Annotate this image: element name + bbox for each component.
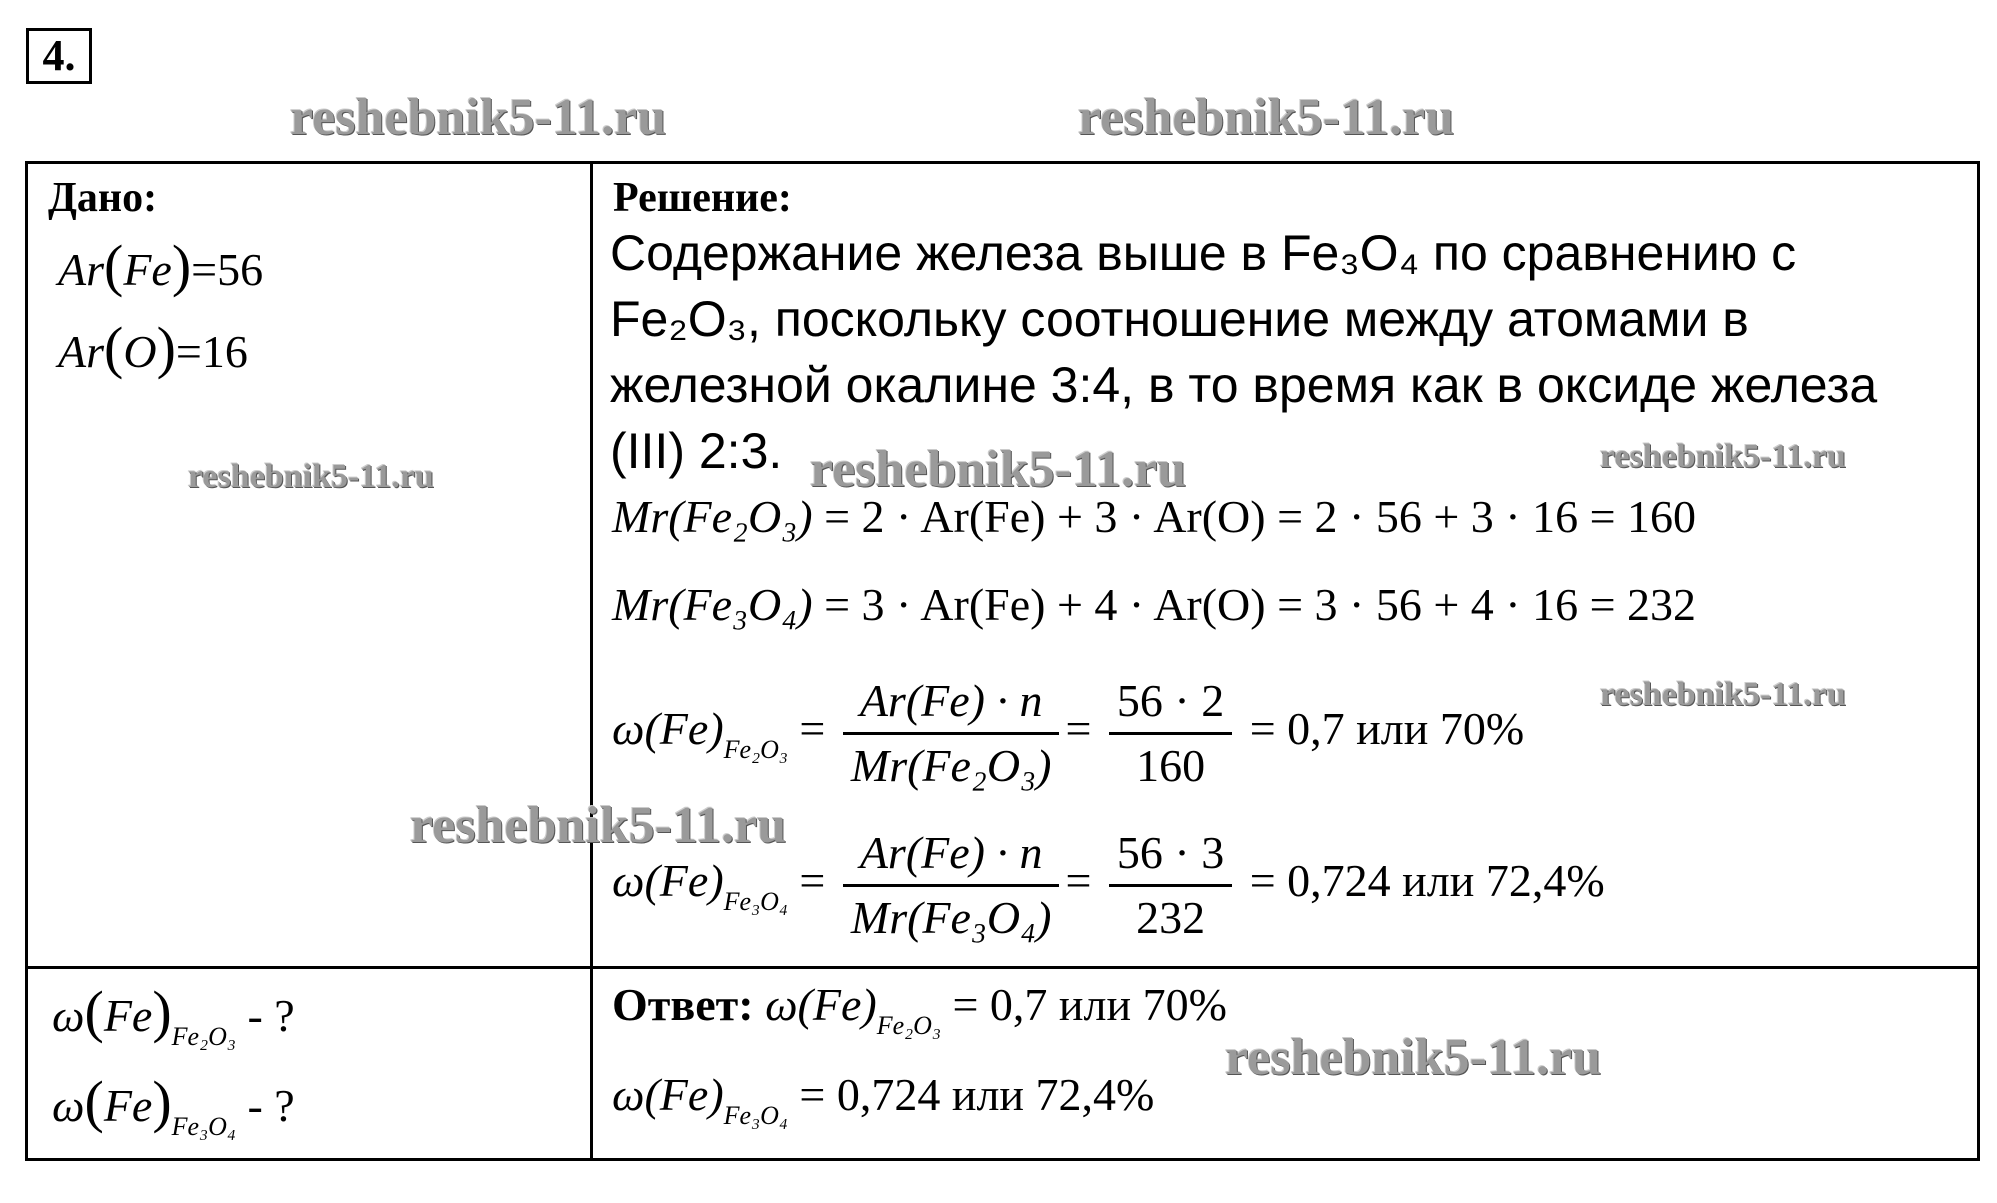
watermark: reshebnik5-11.ru bbox=[290, 89, 667, 146]
watermark: reshebnik5-11.ru bbox=[1600, 676, 1846, 713]
solution-paragraph: Содержание железа выше в Fe₃O₄ по сравнению с Fe₂O₃, поскольку соотношение между атомами в железной окалине 3:4, в то время как в оксиде железа (III) 2:3. bbox=[610, 225, 1878, 479]
find-omega-fe2o3: $\omega(Fe)_{Fe_2O_3}$ - ? bbox=[52, 979, 295, 1051]
answer-label: Ответ: bbox=[612, 979, 754, 1030]
omega-fe2o3-equation: $\omega(Fe)_{Fe_2O_3}$ = $\frac{Ar(Fe) \cdot n}{\text{Mr(Fe₂O₃)}}$ = $\frac{56 \cdot 2}{160}$ = 0,7 или 70% bbox=[612, 670, 1524, 797]
watermark: reshebnik5-11.ru bbox=[188, 458, 434, 495]
mr-fe3o4-equation: Mr(Fe₃O₄) = 3 · Ar(Fe) + 4 · Ar(O) = 3 · 56 + 4 · 16 = 232 bbox=[612, 579, 1697, 630]
mr-fe2o3-equation: Mr(Fe₂O₃) = 2 · Ar(Fe) + 3 · Ar(O) = 2 · 56 + 3 · 16 = 160 bbox=[612, 491, 1697, 542]
watermark: reshebnik5-11.ru bbox=[1600, 438, 1846, 475]
answer-line-2: $\omega(Fe)_{Fe_3O_4} = 0,724$ или 72,4% bbox=[612, 1069, 1155, 1130]
given-header: Дано: bbox=[48, 175, 158, 221]
column-divider bbox=[590, 164, 593, 1158]
omega-fe3o4-equation: $\omega(Fe)_{Fe_3O_4}$ = $\frac{Ar(Fe) \cdot n}{\text{Mr(Fe₃O₄)}}$ = $\frac{56 \cdot 3}{232}$ = 0,724 или 72,4% bbox=[612, 822, 1605, 949]
answer-line-1: Ответ: $\omega(Fe)_{Fe_2O_3} = 0,7$ или 70% bbox=[612, 979, 1227, 1040]
watermark: reshebnik5-11.ru bbox=[1225, 1029, 1602, 1086]
solution-header: Решение: bbox=[613, 175, 792, 221]
find-omega-fe3o4: $\omega(Fe)_{Fe_3O_4}$ - ? bbox=[52, 1069, 295, 1141]
problem-number: 4. bbox=[26, 28, 92, 84]
given-ar-fe: Ar(Fe)=56 bbox=[58, 233, 264, 298]
watermark: reshebnik5-11.ru bbox=[410, 797, 787, 854]
watermark: reshebnik5-11.ru bbox=[810, 441, 1187, 498]
row-divider bbox=[28, 966, 1977, 969]
given-ar-o: Ar(O)=16 bbox=[58, 315, 248, 380]
watermark: reshebnik5-11.ru bbox=[1078, 89, 1455, 146]
